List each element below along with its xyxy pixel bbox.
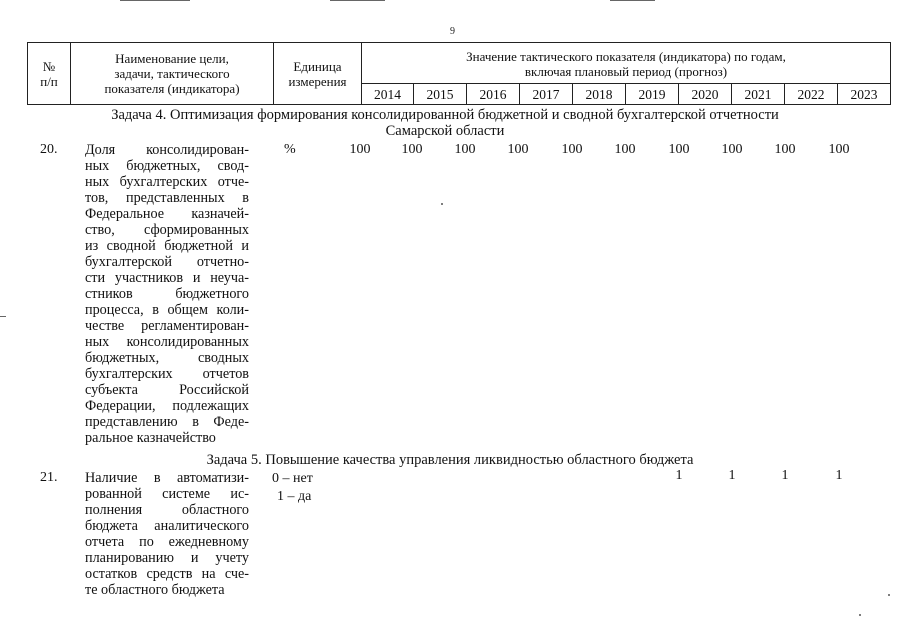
header-year: 2018 (573, 84, 626, 105)
value-cell: 1 (835, 468, 843, 483)
header-year: 2015 (414, 84, 467, 105)
value-cell: 100 (828, 142, 850, 157)
table-header (27, 42, 891, 105)
header-year: 2020 (679, 84, 732, 105)
scan-edge-line (330, 0, 385, 1)
header-year: 2021 (732, 84, 785, 105)
row-number: 20. (40, 142, 58, 157)
unit-value: 0 – нет 1 – да (272, 471, 313, 504)
scan-speck (859, 614, 861, 616)
section-title-task-5: Задача 5. Повышение качества управления ликвидностью областного бюджета (206, 452, 694, 468)
indicator-name: Доля консолидирован- ных бюджетных, свод- ных бухгалтерских отче- тов, представленных в Федеральное казначей- ство, сформированных из сводной бюджетной и бухгалтерской отчетно- сти участников и неуча- стников бюджетного процесса, в общем коли- честве регламентирован- ных консолидированных бюджетных, сводных бухгалтерских отчетов субъекта Российской Федерации, подлежащих представлению в Феде- ральное казначейство (85, 142, 249, 446)
scan-edge-line (120, 0, 190, 1)
header-year: 2016 (467, 84, 520, 105)
value-cell: 100 (614, 142, 636, 157)
scan-speck (888, 594, 890, 596)
page-number: 9 (450, 26, 455, 37)
header-year: 2023 (838, 84, 891, 105)
value-cell: 100 (401, 142, 423, 157)
value-cell: 100 (349, 142, 371, 157)
row-number: 21. (40, 470, 58, 485)
value-cell: 1 (781, 468, 789, 483)
header-year: 2014 (362, 84, 414, 105)
unit-value: % (284, 142, 296, 157)
header-col-name: Наименование цели, задачи, тактического показателя (индикатора) (71, 43, 274, 105)
scan-edge-line (610, 0, 655, 1)
value-cell: 100 (774, 142, 796, 157)
scan-speck (441, 203, 443, 205)
value-cell: 100 (668, 142, 690, 157)
value-cell: 100 (721, 142, 743, 157)
value-cell: 1 (675, 468, 683, 483)
header-year: 2019 (626, 84, 679, 105)
value-cell: 100 (454, 142, 476, 157)
header-col-unit: Единица измерения (274, 43, 362, 105)
header-year: 2017 (520, 84, 573, 105)
section-title-task-4: Задача 4. Оптимизация формирования консолидированной бюджетной и сводной бухгалтерской отчетности Самарской области (111, 107, 779, 139)
indicator-name: Наличие в автоматизи- рованной системе ис- полнения областного бюджета аналитического отчета по ежедневному планированию и учету остатков средств на сче- те областного бюджета (85, 470, 249, 598)
scan-edge-line (0, 316, 6, 317)
header-col-number: № п/п (28, 43, 71, 105)
header-values-group: Значение тактического показателя (индикатора) по годам, включая плановый период (прогноз) (362, 43, 891, 84)
value-cell: 100 (507, 142, 529, 157)
value-cell: 1 (728, 468, 736, 483)
value-cell: 100 (561, 142, 583, 157)
header-year: 2022 (785, 84, 838, 105)
